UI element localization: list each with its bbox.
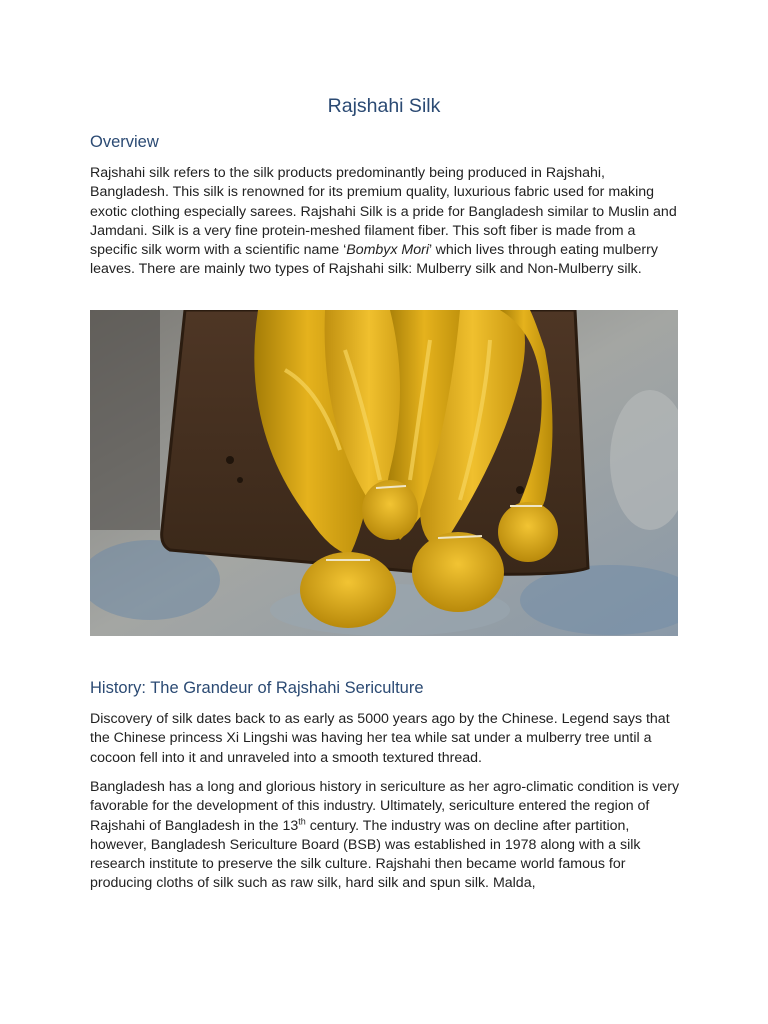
- history-text-1: Discovery of silk dates back to as early as 5000 years ago by the Chinese. Legend says that the Chinese princess Xi Lingshi was having her tea while sat under a mulberry tree until a cocoon fell into it and unraveled into a smooth textured thread.: [90, 711, 670, 766]
- overview-text-part1: Rajshahi silk refers to the silk products predominantly being produced in Rajshahi, Bangladesh. This silk is renowned for its premium quality, luxurious fabric used for making exotic clothing especially sarees. Rajshahi Silk is a pride for Bangladesh similar to Muslin and Jamdani. Silk is a very fine protein-meshed filament fiber. This soft fiber is made from a specific silk worm with a scientific name ‘: [90, 165, 677, 259]
- history-paragraph-2: [90, 778, 680, 894]
- history-heading: History: The Grandeur of Rajshahi Sericulture: [90, 679, 424, 697]
- scientific-name: Bombyx Mori: [346, 242, 430, 259]
- overview-text-part2: ’ which lives through eating mulberry leaves. There are mainly two types of Rajshahi silk: Mulberry silk and Non-Mulberry silk.: [90, 242, 658, 278]
- ordinal-suffix: th: [298, 815, 306, 826]
- history-text-2b: century. The industry was on decline after partition, however, Bangladesh Sericulture Board (BSB) was established in 1978 along with a silk research institute to preserve the silk culture. Rajshahi then became world famous for producing cloths of silk such as raw silk, hard silk and spun silk. Malda,: [90, 817, 641, 892]
- silk-skeins-photo: [90, 310, 678, 636]
- history-text-2a: Bangladesh has a long and glorious history in sericulture as her agro-climatic condition is very favorable for the development of this industry. Ultimately, sericulture entered the region of Rajshahi of Bangladesh in the 13: [90, 779, 680, 834]
- page-title: Rajshahi Silk: [327, 95, 441, 117]
- overview-paragraph: [90, 164, 680, 280]
- overview-heading: Overview: [90, 133, 159, 151]
- history-paragraph-1: [90, 710, 680, 768]
